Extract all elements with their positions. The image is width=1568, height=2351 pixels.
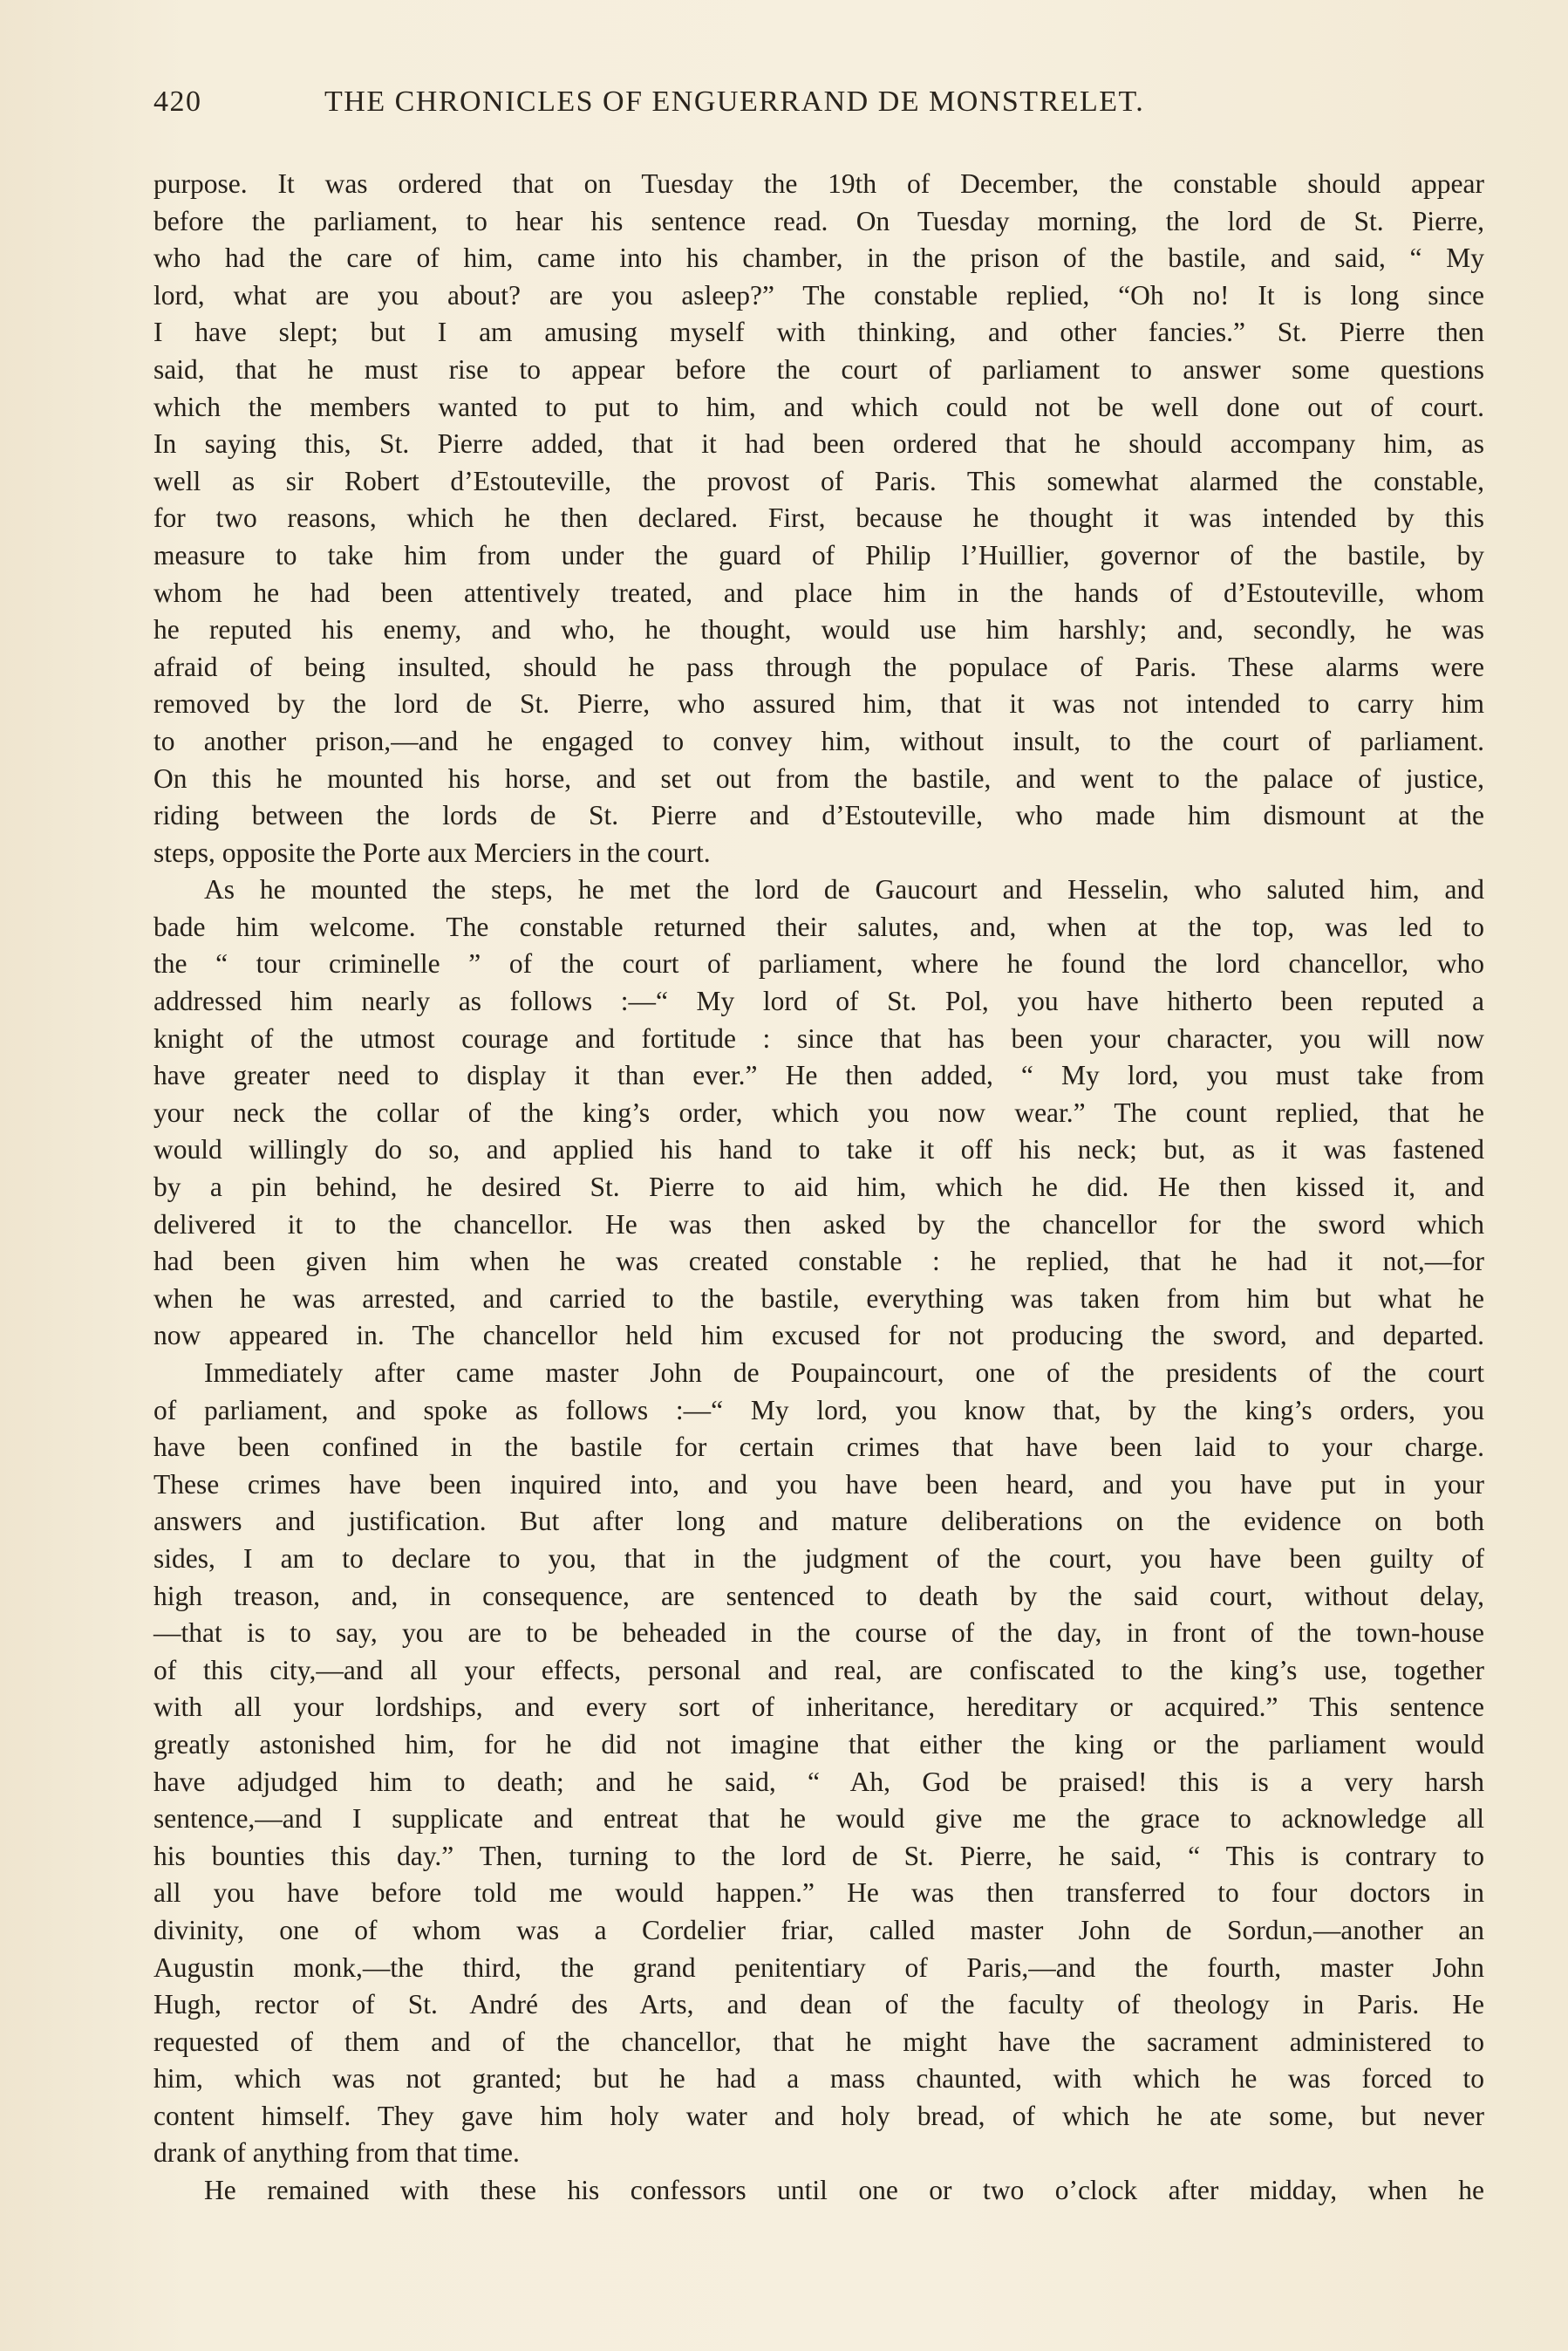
book-title: THE CHRONICLES OF ENGUERRAND DE MONSTRELET. <box>324 85 1145 118</box>
text-line: would willingly do so, and applied his hand to take it off his neck; but, as it was fastened <box>153 1134 1484 1165</box>
text-line: removed by the lord de St. Pierre, who assured him, that it was not intended to carry him <box>153 688 1484 720</box>
text-line: knight of the utmost courage and fortitude : since that has been your character, you will now <box>153 1022 1484 1054</box>
text-line: which the members wanted to put to him, and which could not be well done out of court. <box>153 391 1484 422</box>
text-line: Hugh, rector of St. André des Arts, and dean of the faculty of theology in Paris. He <box>153 1989 1484 2020</box>
text-line: have greater need to display it than ever.” He then added, “ My lord, you must take from <box>153 1060 1484 1091</box>
text-line: riding between the lords de St. Pierre and d’Estouteville, who made him dismount at the <box>153 800 1484 831</box>
running-head <box>153 85 1292 129</box>
text-line: he reputed his enemy, and who, he thought, would use him harshly; and, secondly, he was <box>153 614 1484 646</box>
text-line: Augustin monk,—the third, the grand penitentiary of Paris,—and the fourth, master John <box>153 1951 1484 1983</box>
text-line: said, that he must rise to appear before the court of parliament to answer some questions <box>153 353 1484 385</box>
text-line: On this he mounted his horse, and set out from the bastile, and went to the palace of justice, <box>153 762 1484 794</box>
text-line: by a pin behind, he desired St. Pierre to aid him, which he did. He then kissed it, and <box>153 1172 1484 1203</box>
text-line: lord, what are you about? are you asleep?” The constable replied, “Oh no! It is long since <box>153 279 1484 311</box>
text-line: sentence,—and I supplicate and entreat that he would give me the grace to acknowledge all <box>153 1803 1484 1835</box>
text-line: had been given him when he was created constable : he replied, that he had it not,—for <box>153 1246 1484 1277</box>
text-line: drank of anything from that time. <box>153 2137 520 2169</box>
text-line: bade him welcome. The constable returned their salutes, and, when at the top, was led to <box>153 911 1484 942</box>
text-line: have been confined in the bastile for certain crimes that have been laid to your charge. <box>153 1432 1484 1463</box>
text-line: sides, I am to declare to you, that in the judgment of the court, you have been guilty of <box>153 1542 1484 1574</box>
text-line: I have slept; but I am amusing myself with thinking, and other fancies.” St. Pierre then <box>153 317 1484 348</box>
text-line: who had the care of him, came into his chamber, in the prison of the bastile, and said, “ My <box>153 243 1484 274</box>
text-line: when he was arrested, and carried to the bastile, everything was taken from him but what he <box>153 1282 1484 1314</box>
text-line: for two reasons, which he then declared. First, because he thought it was intended by this <box>153 502 1484 534</box>
text-line: He remained with these his confessors until one or two o’clock after midday, when he <box>204 2175 1484 2206</box>
text-line: to another prison,—and he engaged to convey him, without insult, to the court of parliament. <box>153 725 1484 756</box>
text-line: with all your lordships, and every sort of inheritance, hereditary or acquired.” This sentence <box>153 1691 1484 1723</box>
text-line: answers and justification. But after long and mature deliberations on the evidence on both <box>153 1506 1484 1537</box>
text-line: afraid of being insulted, should he pass through the populace of Paris. These alarms were <box>153 651 1484 682</box>
text-line: Immediately after came master John de Poupaincourt, one of the presidents of the court <box>204 1357 1484 1388</box>
text-line: of parliament, and spoke as follows :—“ My lord, you know that, by the king’s orders, you <box>153 1394 1484 1425</box>
text-line: As he mounted the steps, he met the lord de Gaucourt and Hesselin, who saluted him, and <box>204 874 1484 906</box>
text-line: requested of them and of the chancellor, that he might have the sacrament administered to <box>153 2026 1484 2057</box>
text-line: before the parliament, to hear his sentence read. On Tuesday morning, the lord de St. Pierre, <box>153 205 1484 236</box>
text-line: delivered it to the chancellor. He was then asked by the chancellor for the sword which <box>153 1208 1484 1240</box>
text-line: greatly astonished him, for he did not imagine that either the king or the parliament would <box>153 1728 1484 1760</box>
text-line: your neck the collar of the king’s order, which you now wear.” The count replied, that he <box>153 1097 1484 1128</box>
text-line: purpose. It was ordered that on Tuesday the 19th of December, the constable should appear <box>153 168 1484 199</box>
text-line: him, which was not granted; but he had a mass chaunted, with which he was forced to <box>153 2063 1484 2095</box>
text-line: all you have before told me would happen.” He was then transferred to four doctors in <box>153 1877 1484 1909</box>
text-line: —that is to say, you are to be beheaded in the course of the day, in front of the town-house <box>153 1617 1484 1649</box>
text-line: These crimes have been inquired into, and you have been heard, and you have put in your <box>153 1468 1484 1500</box>
text-line: of this city,—and all your effects, personal and real, are confiscated to the king’s use, together <box>153 1654 1484 1685</box>
text-line: addressed him nearly as follows :—“ My lord of St. Pol, you have hitherto been reputed a <box>153 986 1484 1017</box>
text-line: divinity, one of whom was a Cordelier friar, called master John de Sordun,—another an <box>153 1914 1484 1945</box>
page-number: 420 <box>153 85 202 118</box>
text-line: now appeared in. The chancellor held him excused for not producing the sword, and departed. <box>153 1320 1484 1351</box>
text-line: well as sir Robert d’Estouteville, the provost of Paris. This somewhat alarmed the constable, <box>153 465 1484 496</box>
body-text <box>153 166 1484 2210</box>
text-line: the “ tour criminelle ” of the court of parliament, where he found the lord chancellor, who <box>153 948 1484 980</box>
text-line: content himself. They gave him holy water and holy bread, of which he ate some, but never <box>153 2100 1484 2131</box>
text-line: In saying this, St. Pierre added, that it had been ordered that he should accompany him, as <box>153 428 1484 460</box>
text-line: high treason, and, in consequence, are sentenced to death by the said court, without delay, <box>153 1580 1484 1611</box>
text-line: steps, opposite the Porte aux Merciers in the court. <box>153 837 711 868</box>
text-line: have adjudged him to death; and he said, “ Ah, God be praised! this is a very harsh <box>153 1766 1484 1797</box>
text-line: his bounties this day.” Then, turning to the lord de St. Pierre, he said, “ This is contrary to <box>153 1840 1484 1871</box>
text-line: whom he had been attentively treated, and place him in the hands of d’Estouteville, whom <box>153 577 1484 608</box>
text-line: measure to take him from under the guard of Philip l’Huillier, governor of the bastile, by <box>153 539 1484 571</box>
